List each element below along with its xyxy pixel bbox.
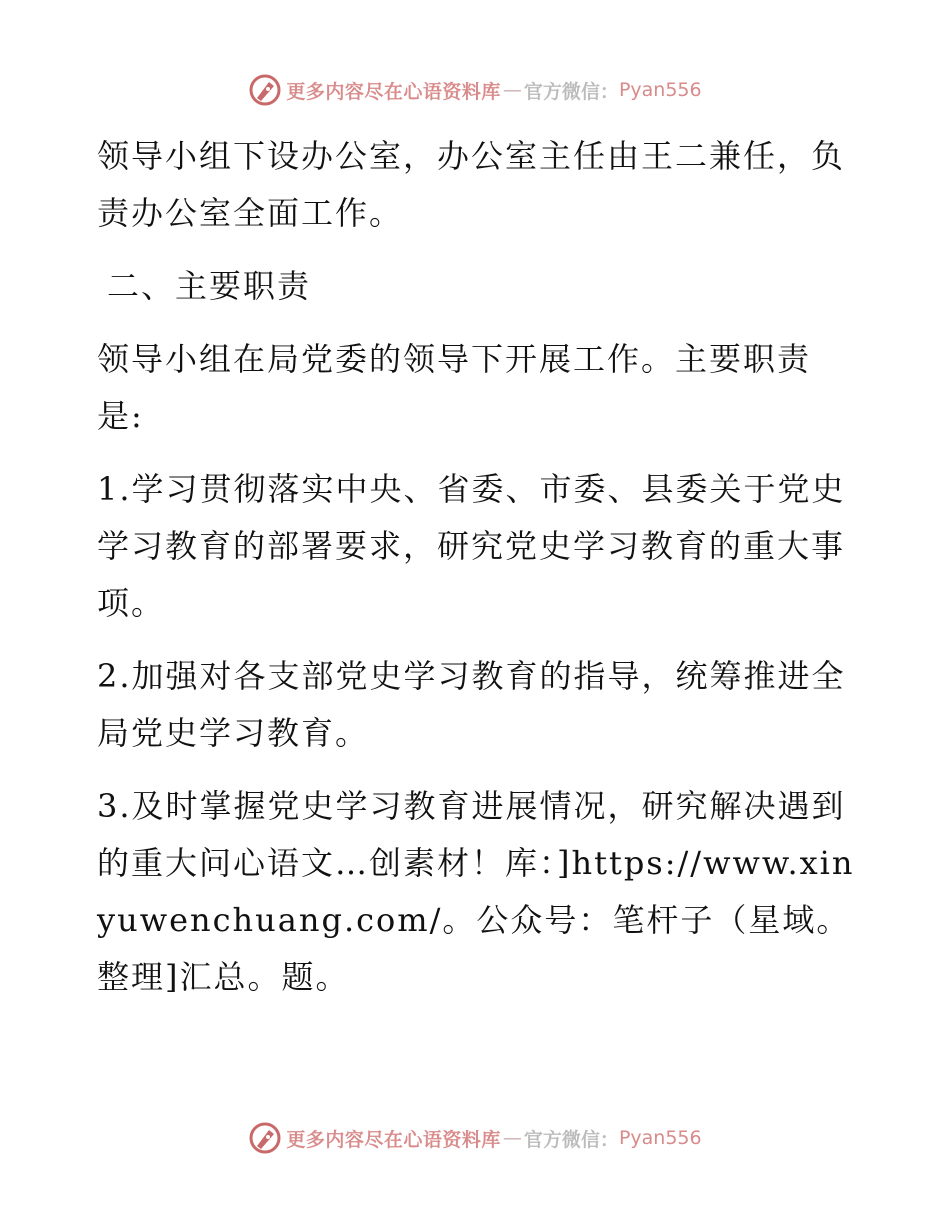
section-heading: 二、主要职责 xyxy=(107,267,312,305)
paragraph-duty-3: 3.及时掌握党史学习教育进展情况，研究解决遇到的重大问心语文…创素材！库：]https://www.xinyuwenchuang.com/。公众号：笔杆子（星域。整理]汇总。题。 xyxy=(97,787,855,996)
watermark-header xyxy=(0,70,950,110)
watermark-footer xyxy=(0,1118,950,1158)
paragraph-duty-1: 1.学习贯彻落实中央、省委、市委、县委关于党史学习教育的部署要求，研究党史学习教育的重大事项。 xyxy=(97,470,846,622)
paragraph-duty-2: 2.加强对各支部党史学习教育的指导，统筹推进全局党史学习教育。 xyxy=(97,657,846,752)
paragraph-office: 领导小组下设办公室，办公室主任由王二兼任，负责办公室全面工作。 xyxy=(97,137,846,232)
watermark-separator: — xyxy=(502,79,522,101)
watermark-main-text: 更多内容尽在心语资料库 xyxy=(286,1128,501,1151)
document-body xyxy=(97,128,857,1022)
paragraph-duties-intro: 领导小组在局党委的领导下开展工作。主要职责是: xyxy=(97,340,812,435)
pen-nib-logo-icon xyxy=(248,73,282,107)
watermark-separator: — xyxy=(502,1127,522,1149)
pen-nib-logo-icon xyxy=(248,1121,282,1155)
watermark-wechat-id: Pyan556 xyxy=(618,79,702,101)
watermark-label: 官方微信： xyxy=(523,80,619,103)
watermark-main-text: 更多内容尽在心语资料库 xyxy=(286,80,501,103)
watermark-wechat-id: Pyan556 xyxy=(618,1127,702,1149)
watermark-label: 官方微信： xyxy=(523,1128,619,1151)
